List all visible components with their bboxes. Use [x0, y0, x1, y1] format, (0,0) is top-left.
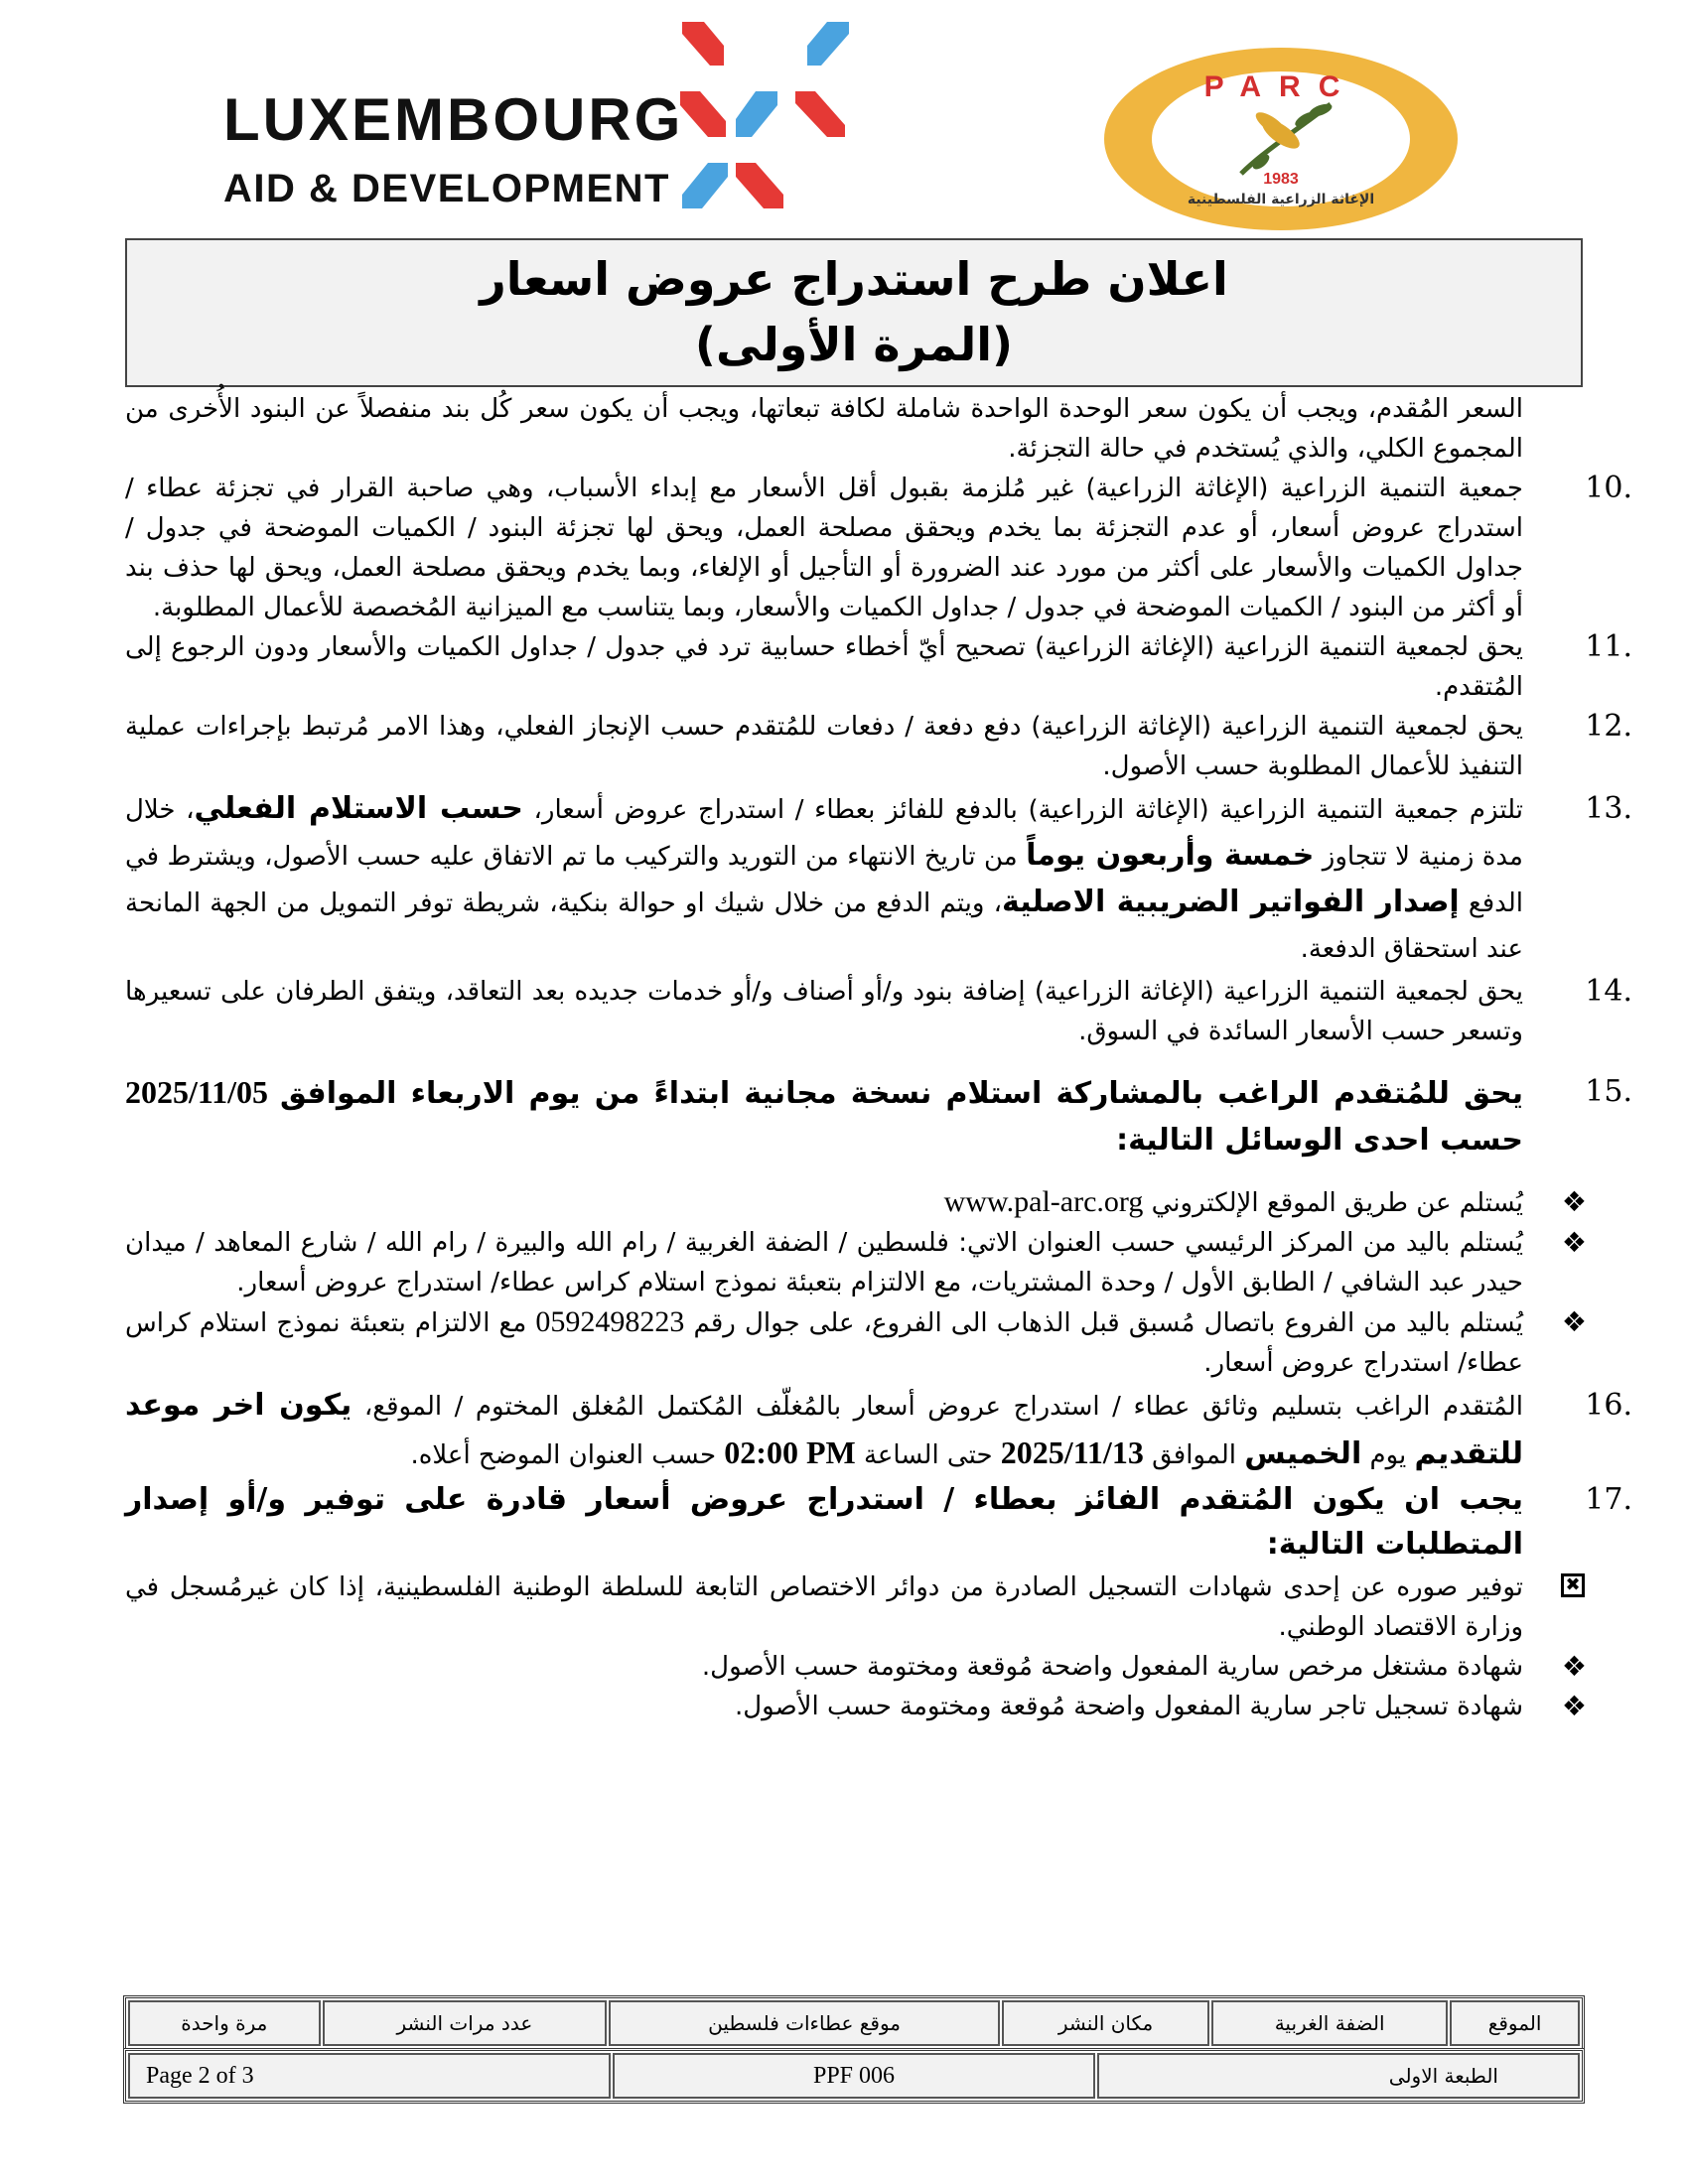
- diamond-bullet-icon: ❖: [1561, 1690, 1587, 1722]
- clause-text: يحق لجمعية التنمية الزراعية (الإغاثة الزراعية) إضافة بنود و/أو أصناف و/أو خدمات جديده بعد التعاقد، ويتفق الطرفان على تسعيرها وتسعر حسب الأسعار السائدة في السوق.: [125, 977, 1523, 1046]
- clause-number: 14.: [1585, 974, 1632, 1009]
- clause-text: يحق لجمعية التنمية الزراعية (الإغاثة الزراعية) تصحيح أيّ أخطاء حسابية ترد في جدول / جداول الكميات والأسعار ودون الرجوع إلى المُتقدم.: [125, 632, 1523, 702]
- requirement-licensed-operator: ❖ شهادة مشتغل مرخص سارية المفعول واضحة مُوقعة ومختومة حسب الأصول.: [125, 1647, 1583, 1687]
- bold-thursday: الخميس: [1244, 1436, 1362, 1471]
- clause-number: 10.: [1585, 471, 1632, 505]
- svg-text:PARC: PARC: [1203, 70, 1358, 103]
- clause-number: 15.: [1585, 1074, 1632, 1109]
- deadline-time: 02:00 PM: [724, 1434, 856, 1470]
- clause-15: 15. يحق للمُتقدم الراغب بالمشاركة استلام نسخة مجانية ابتداءً من يوم الاربعاء الموافق 2025/11/05 حسب احدى الوسائل التالية:: [125, 1069, 1583, 1164]
- svg-text:الإغاثة الزراعية الفلسطينية: الإغاثة الزراعية الفلسطينية: [1187, 192, 1375, 207]
- clause-number: 17.: [1585, 1482, 1632, 1517]
- clause-17: 17. يجب ان يكون المُتقدم الفائز بعطاء / استدراج عروض أسعار قادرة على توفير و/أو إصدار المتطلبات التالية:: [125, 1478, 1583, 1568]
- clause-11: [125, 627, 1632, 707]
- luxembourg-aid-logo: [223, 20, 859, 218]
- clause-number: 16.: [1585, 1388, 1632, 1423]
- checkbox-x-icon: ✖: [1561, 1573, 1585, 1597]
- phone-number: 0592498223: [535, 1305, 685, 1338]
- deadline-date: 2025/11/13: [1000, 1434, 1144, 1470]
- clause-number: 11.: [1585, 629, 1632, 664]
- clause-text: يحق لجمعية التنمية الزراعية (الإغاثة الزراعية) دفع دفعة / دفعات للمُتقدم حسب الإنجاز الفعلي، وهذا الامر مُرتبط بإجراءات عملية التنفيذ للأعمال المطلوبة حسب الأصول.: [125, 712, 1523, 781]
- clause-12: [125, 707, 1632, 786]
- bold-deadline: يكون اخر موعد للتقديم: [125, 1388, 1523, 1471]
- svg-text:1983: 1983: [1263, 171, 1299, 188]
- clause-number: 13.: [1585, 791, 1632, 826]
- bold-tax-invoices: إصدار الفواتير الضريبية الاصلية: [1002, 885, 1460, 919]
- footer-cell: مرة واحدة: [128, 2000, 321, 2046]
- bold-45-days: خمسة وأربعون يوماً: [1026, 838, 1315, 873]
- requirement-registration: ✖ توفير صوره عن إحدى شهادات التسجيل الصادرة من دوائر الاختصاص التابعة للسلطة الوطنية الفلسطينية، إذا كان غيرمُسجل في وزارة الاقتصاد الوطني.: [125, 1568, 1583, 1647]
- diamond-bullet-icon: ❖: [1561, 1185, 1587, 1218]
- page-number: Page 2 of 3: [128, 2053, 611, 2099]
- clause-10: [125, 469, 1632, 627]
- footer-cell: موقع عطاءات فلسطين: [609, 2000, 1000, 2046]
- page-title: اعلان طرح استدراج عروض اسعار: [480, 252, 1228, 306]
- logo-text-luxembourg: LUXEMBOURG: [223, 86, 684, 153]
- diamond-bullet-icon: ❖: [1561, 1226, 1587, 1259]
- document-info-table: [123, 2048, 1585, 2104]
- footer-cell: مكان النشر: [1002, 2000, 1209, 2046]
- clause-14: [125, 972, 1632, 1051]
- diamond-bullet-icon: ❖: [1561, 1305, 1587, 1338]
- bold-actual-receipt: حسب الاستلام الفعلي: [194, 791, 523, 826]
- method-branches: ❖ يُستلم باليد من الفروع باتصال مُسبق قبل الذهاب الى الفروع، على جوال رقم 0592498223 مع الالتزام بتعبئة نموذج استلام كراس عطاء/ استدراج عروض أسعار.: [125, 1302, 1583, 1383]
- parc-sun-emblem-icon: [1102, 45, 1460, 233]
- website-link[interactable]: www.pal-arc.org: [943, 1185, 1144, 1218]
- clause-text: جمعية التنمية الزراعية (الإغاثة الزراعية) غير مُلزمة بقبول أقل الأسعار مع إبداء الأسباب، وهي صاحبة القرار في تجزئة عطاء / استدراج عروض أسعار، أو عدم التجزئة بما يخدم ويحقق مصلحة العمل، ويحق لها تجزئة البنود / الكميات الموضحة في جدول / جداول الكميات والأسعار على أكثر من مورد عند الضرورة أو التأجيل أو الإلغاء، وبما يخدم ويحقق مصلحة العمل، ويحق لها حذف بند أو أكثر من البنود / الكميات الموضحة في جدول / جداول الكميات والأسعار، وبما يتناسب مع الميزانية المُخصصة للأعمال المطلوبة.: [125, 474, 1523, 622]
- form-code: PPF 006: [613, 2053, 1095, 2099]
- method-website: ❖ يُستلم عن طريق الموقع الإلكتروني www.pal-arc.org: [125, 1182, 1583, 1223]
- footer-cell: الموقع: [1450, 2000, 1580, 2046]
- method-main-office: ❖ يُستلم باليد من المركز الرئيسي حسب العنوان الاتي: فلسطين / الضفة الغربية / رام الله والبيرة / رام الله / شارع المعاهد / ميدان حيدر عبد الشافي / الطابق الأول / وحدة المشتريات، مع الالتزام بتعبئة نموذج استلام كراس عطاء/ استدراج عروض أسعار.: [125, 1223, 1583, 1302]
- clause-number: 12.: [1585, 709, 1632, 744]
- footer-cell: عدد مرات النشر: [323, 2000, 608, 2046]
- announcement-title-box: [125, 238, 1583, 387]
- requirement-trader-registration: ❖ شهادة تسجيل تاجر سارية المفعول واضحة مُوقعة ومختومة حسب الأصول.: [125, 1687, 1583, 1726]
- logo-text-aid-development: AID & DEVELOPMENT: [223, 167, 670, 210]
- diamond-bullet-icon: ❖: [1561, 1650, 1587, 1683]
- edition-label: الطبعة الاولى: [1097, 2053, 1580, 2099]
- publication-info-table: [123, 1995, 1585, 2051]
- luxembourg-x-mark-icon: [680, 20, 859, 208]
- clause-16: 16. المُتقدم الراغب بتسليم وثائق عطاء / استدراج عروض أسعار بالمُغلّف المُكتمل المُغلق المختوم / الموقع، يكون اخر موعد للتقديم يوم الخميس الموافق 2025/11/13 حتى الساعة 02:00 PM حسب العنوان الموضح أعلاه.: [125, 1383, 1583, 1478]
- continuation-paragraph: السعر المُقدم، ويجب أن يكون سعر الوحدة الواحدة شاملة لكافة تبعاتها، ويجب أن يكون سعر كُل بند منفصلاً عن البنود الأُخرى من المجموع الكلي، والذي يُستخدم في حالة التجزئة.: [125, 394, 1523, 464]
- start-date: 2025/11/05: [125, 1074, 269, 1110]
- footer-cell: الضفة الغربية: [1211, 2000, 1448, 2046]
- parc-logo: [1102, 45, 1460, 233]
- page-subtitle: (المرة الأولى): [694, 318, 1014, 371]
- clause-13: 13. تلتزم جمعية التنمية الزراعية (الإغاثة الزراعية) بالدفع للفائز بعطاء / استدراج عروض أسعار، حسب الاستلام الفعلي، خلال مدة زمنية لا تتجاوز خمسة وأربعون يوماً من تاريخ الانتهاء من التوريد والتركيب ما تم الاتفاق عليه حسب الأصول، ويشترط في الدفع إصدار الفواتير الضريبية الاصلية، ويتم الدفع من خلال شيك او حوالة بنكية، شريطة توفر التمويل من الجهة المانحة عند استحقاق الدفعة.: [125, 786, 1583, 972]
- document-body: [125, 389, 1632, 1726]
